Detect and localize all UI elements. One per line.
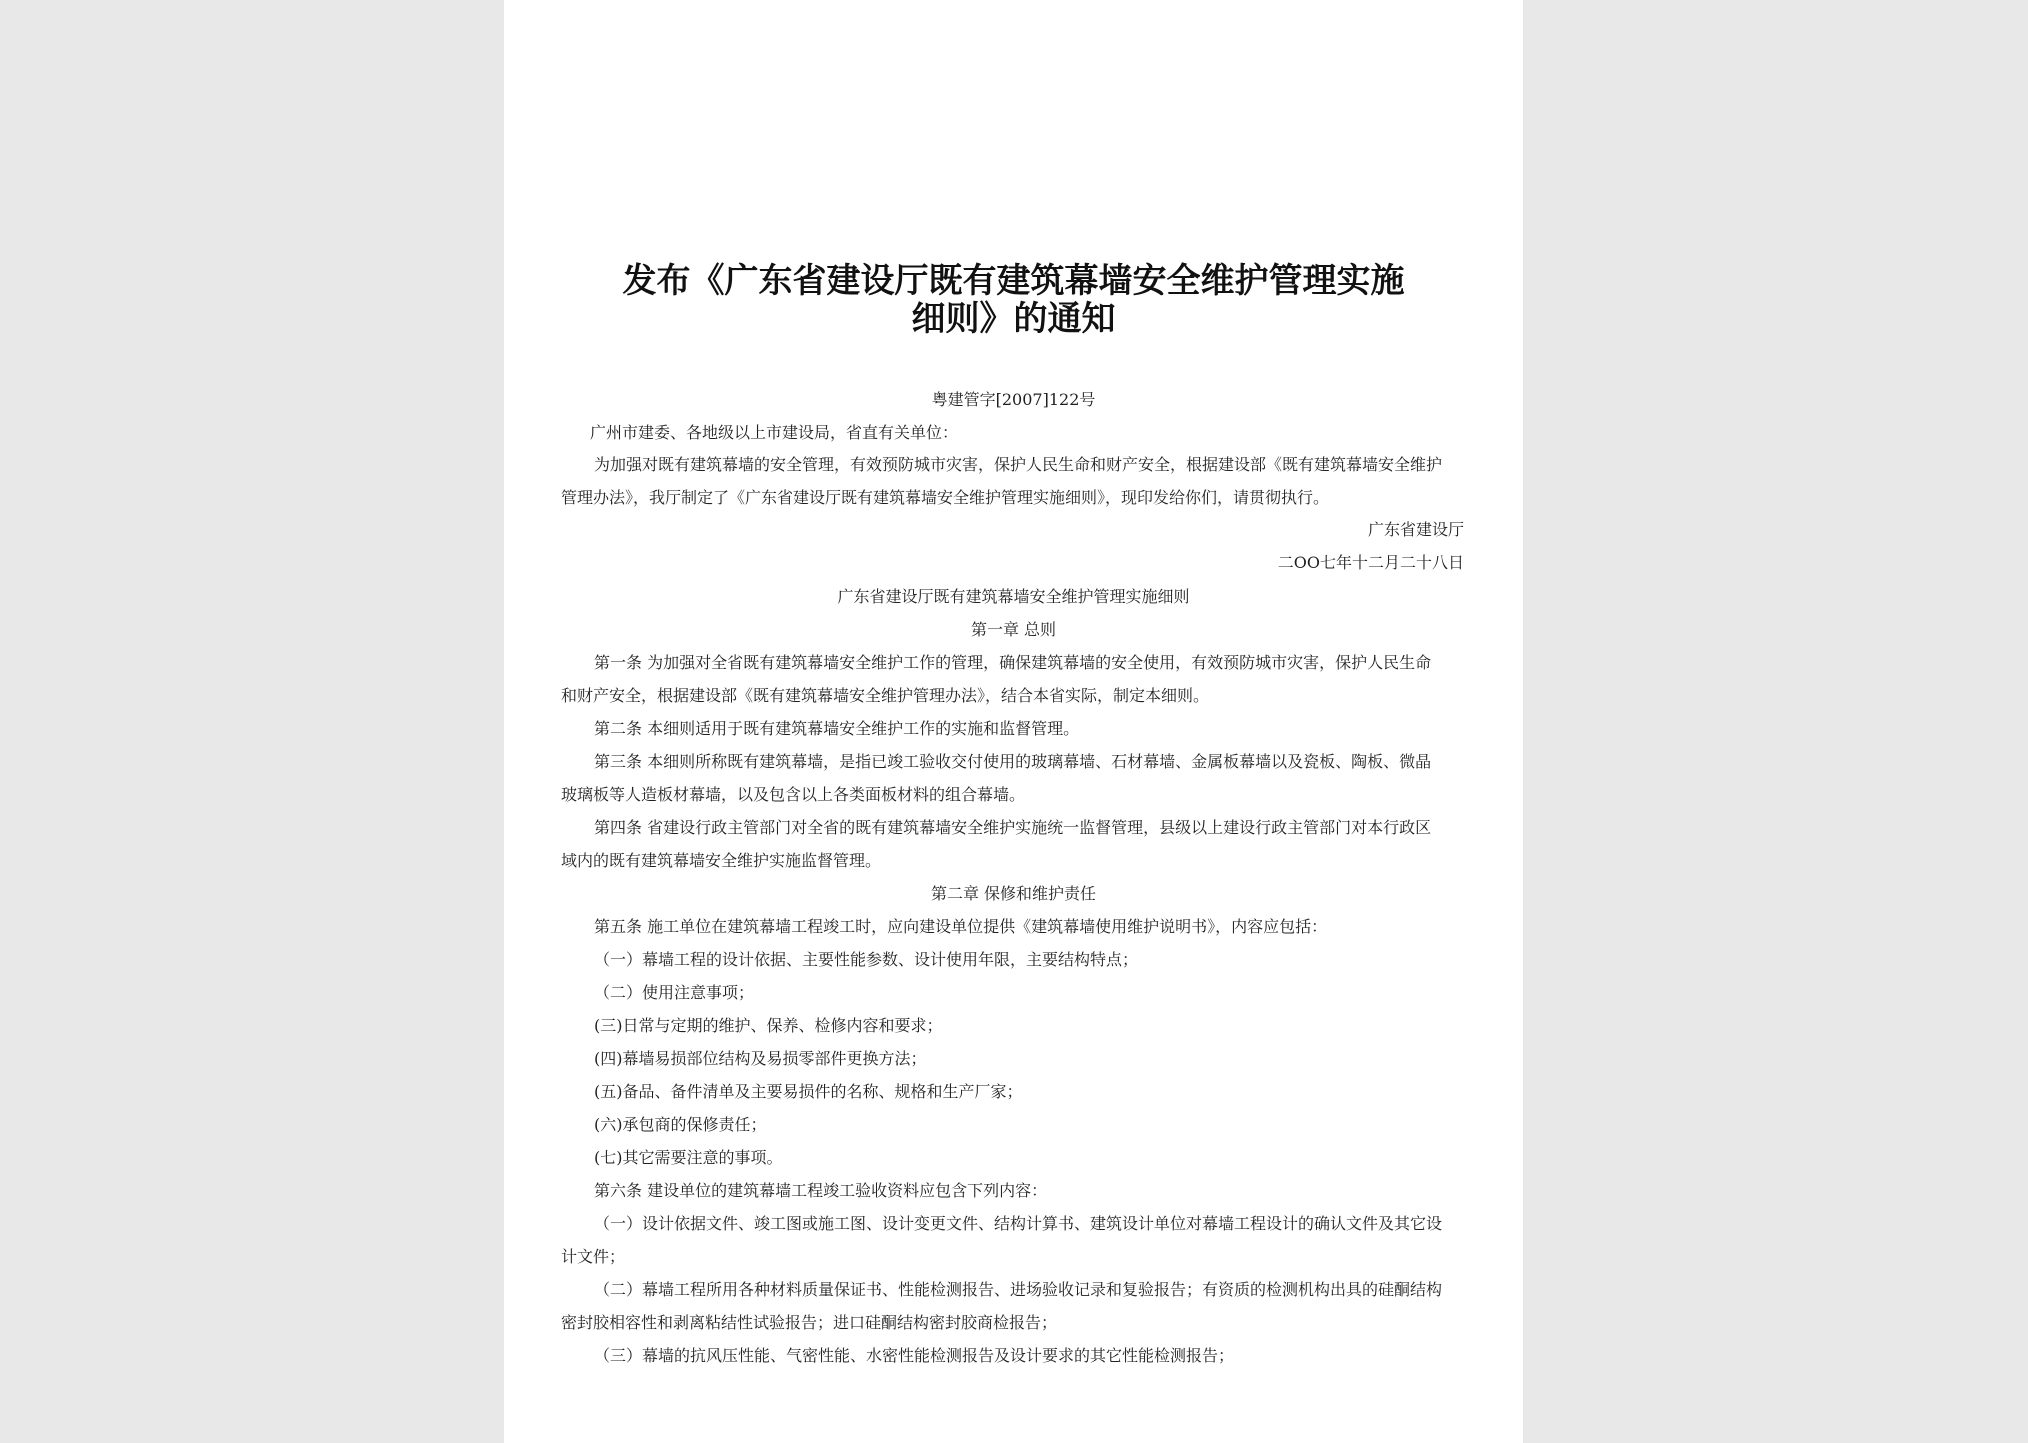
article-5-item-7: (七)其它需要注意的事项。 [594, 1148, 783, 1167]
intro-line2: 管理办法》，我厅制定了《广东省建设厅既有建筑幕墙安全维护管理实施细则》，现印发给你们，请贯彻执行。 [561, 488, 1330, 507]
article-5-item-1: （一）幕墙工程的设计依据、主要性能参数、设计使用年限，主要结构特点； [594, 950, 1139, 969]
intro-line1: 为加强对既有建筑幕墙的安全管理，有效预防城市灾害，保护人民生命和财产安全，根据建设部《既有建筑幕墙安全维护 [594, 455, 1443, 474]
rules-title: 广东省建设厅既有建筑幕墙安全维护管理实施细则 [837, 587, 1190, 606]
article-6: 第六条 建设单位的建筑幕墙工程竣工验收资料应包含下列内容： [594, 1181, 1048, 1200]
article-1-line2: 和财产安全，根据建设部《既有建筑幕墙安全维护管理办法》，结合本省实际，制定本细则。 [561, 686, 1210, 705]
article-5-item-3: (三)日常与定期的维护、保养、检修内容和要求； [594, 1016, 943, 1035]
article-4-line2: 域内的既有建筑幕墙安全维护实施监督管理。 [561, 851, 882, 870]
article-6-item-2-line2: 密封胶相容性和剥离粘结性试验报告；进口硅酮结构密封胶商检报告； [561, 1313, 1058, 1332]
article-4-line1: 第四条 省建设行政主管部门对全省的既有建筑幕墙安全维护实施统一监督管理，县级以上建设行政主管部门对本行政区 [594, 818, 1432, 837]
document-page [504, 0, 1523, 1443]
issue-date: 二OO七年十二月二十八日 [1277, 553, 1464, 572]
article-5-item-2: （二）使用注意事项； [594, 983, 755, 1002]
article-2: 第二条 本细则适用于既有建筑幕墙安全维护工作的实施和监督管理。 [594, 719, 1080, 738]
article-3-line2: 玻璃板等人造板材幕墙，以及包含以上各类面板材料的组合幕墙。 [561, 785, 1026, 804]
article-5: 第五条 施工单位在建筑幕墙工程竣工时，应向建设单位提供《建筑幕墙使用维护说明书》，内容应包括： [594, 917, 1328, 936]
article-6-item-3: （三）幕墙的抗风压性能、气密性能、水密性能检测报告及设计要求的其它性能检测报告； [594, 1346, 1235, 1365]
chapter-2-heading: 第二章 保修和维护责任 [930, 884, 1097, 903]
document-title-line1: 发布《广东省建设厅既有建筑幕墙安全维护管理实施 [622, 261, 1405, 301]
article-5-item-6: (六)承包商的保修责任； [594, 1115, 767, 1134]
chapter-1-heading: 第一章 总则 [970, 620, 1057, 639]
article-6-item-1-line1: （一）设计依据文件、竣工图或施工图、设计变更文件、结构计算书、建筑设计单位对幕墙工程设计的确认文件及其它设 [594, 1214, 1443, 1233]
document-number: 粤建管字[2007]122号 [931, 390, 1096, 409]
article-3-line1: 第三条 本细则所称既有建筑幕墙，是指已竣工验收交付使用的玻璃幕墙、石材幕墙、金属板幕墙以及瓷板、陶板、微晶 [594, 752, 1432, 771]
article-6-item-2-line1: （二）幕墙工程所用各种材料质量保证书、性能检测报告、进场验收记录和复验报告；有资质的检测机构出具的硅酮结构 [594, 1280, 1443, 1299]
article-6-item-1-line2: 计文件； [561, 1247, 626, 1266]
article-5-item-5: (五)备品、备件清单及主要易损件的名称、规格和生产厂家； [594, 1082, 1023, 1101]
issuer: 广东省建设厅 [1367, 520, 1464, 539]
recipients: 广州市建委、各地级以上市建设局，省直有关单位： [590, 423, 959, 442]
article-5-item-4: (四)幕墙易损部位结构及易损零部件更换方法； [594, 1049, 927, 1068]
article-1-line1: 第一条 为加强对全省既有建筑幕墙安全维护工作的管理，确保建筑幕墙的安全使用，有效预防城市灾害，保护人民生命 [594, 653, 1432, 672]
document-title-line2: 细则》的通知 [911, 299, 1116, 339]
